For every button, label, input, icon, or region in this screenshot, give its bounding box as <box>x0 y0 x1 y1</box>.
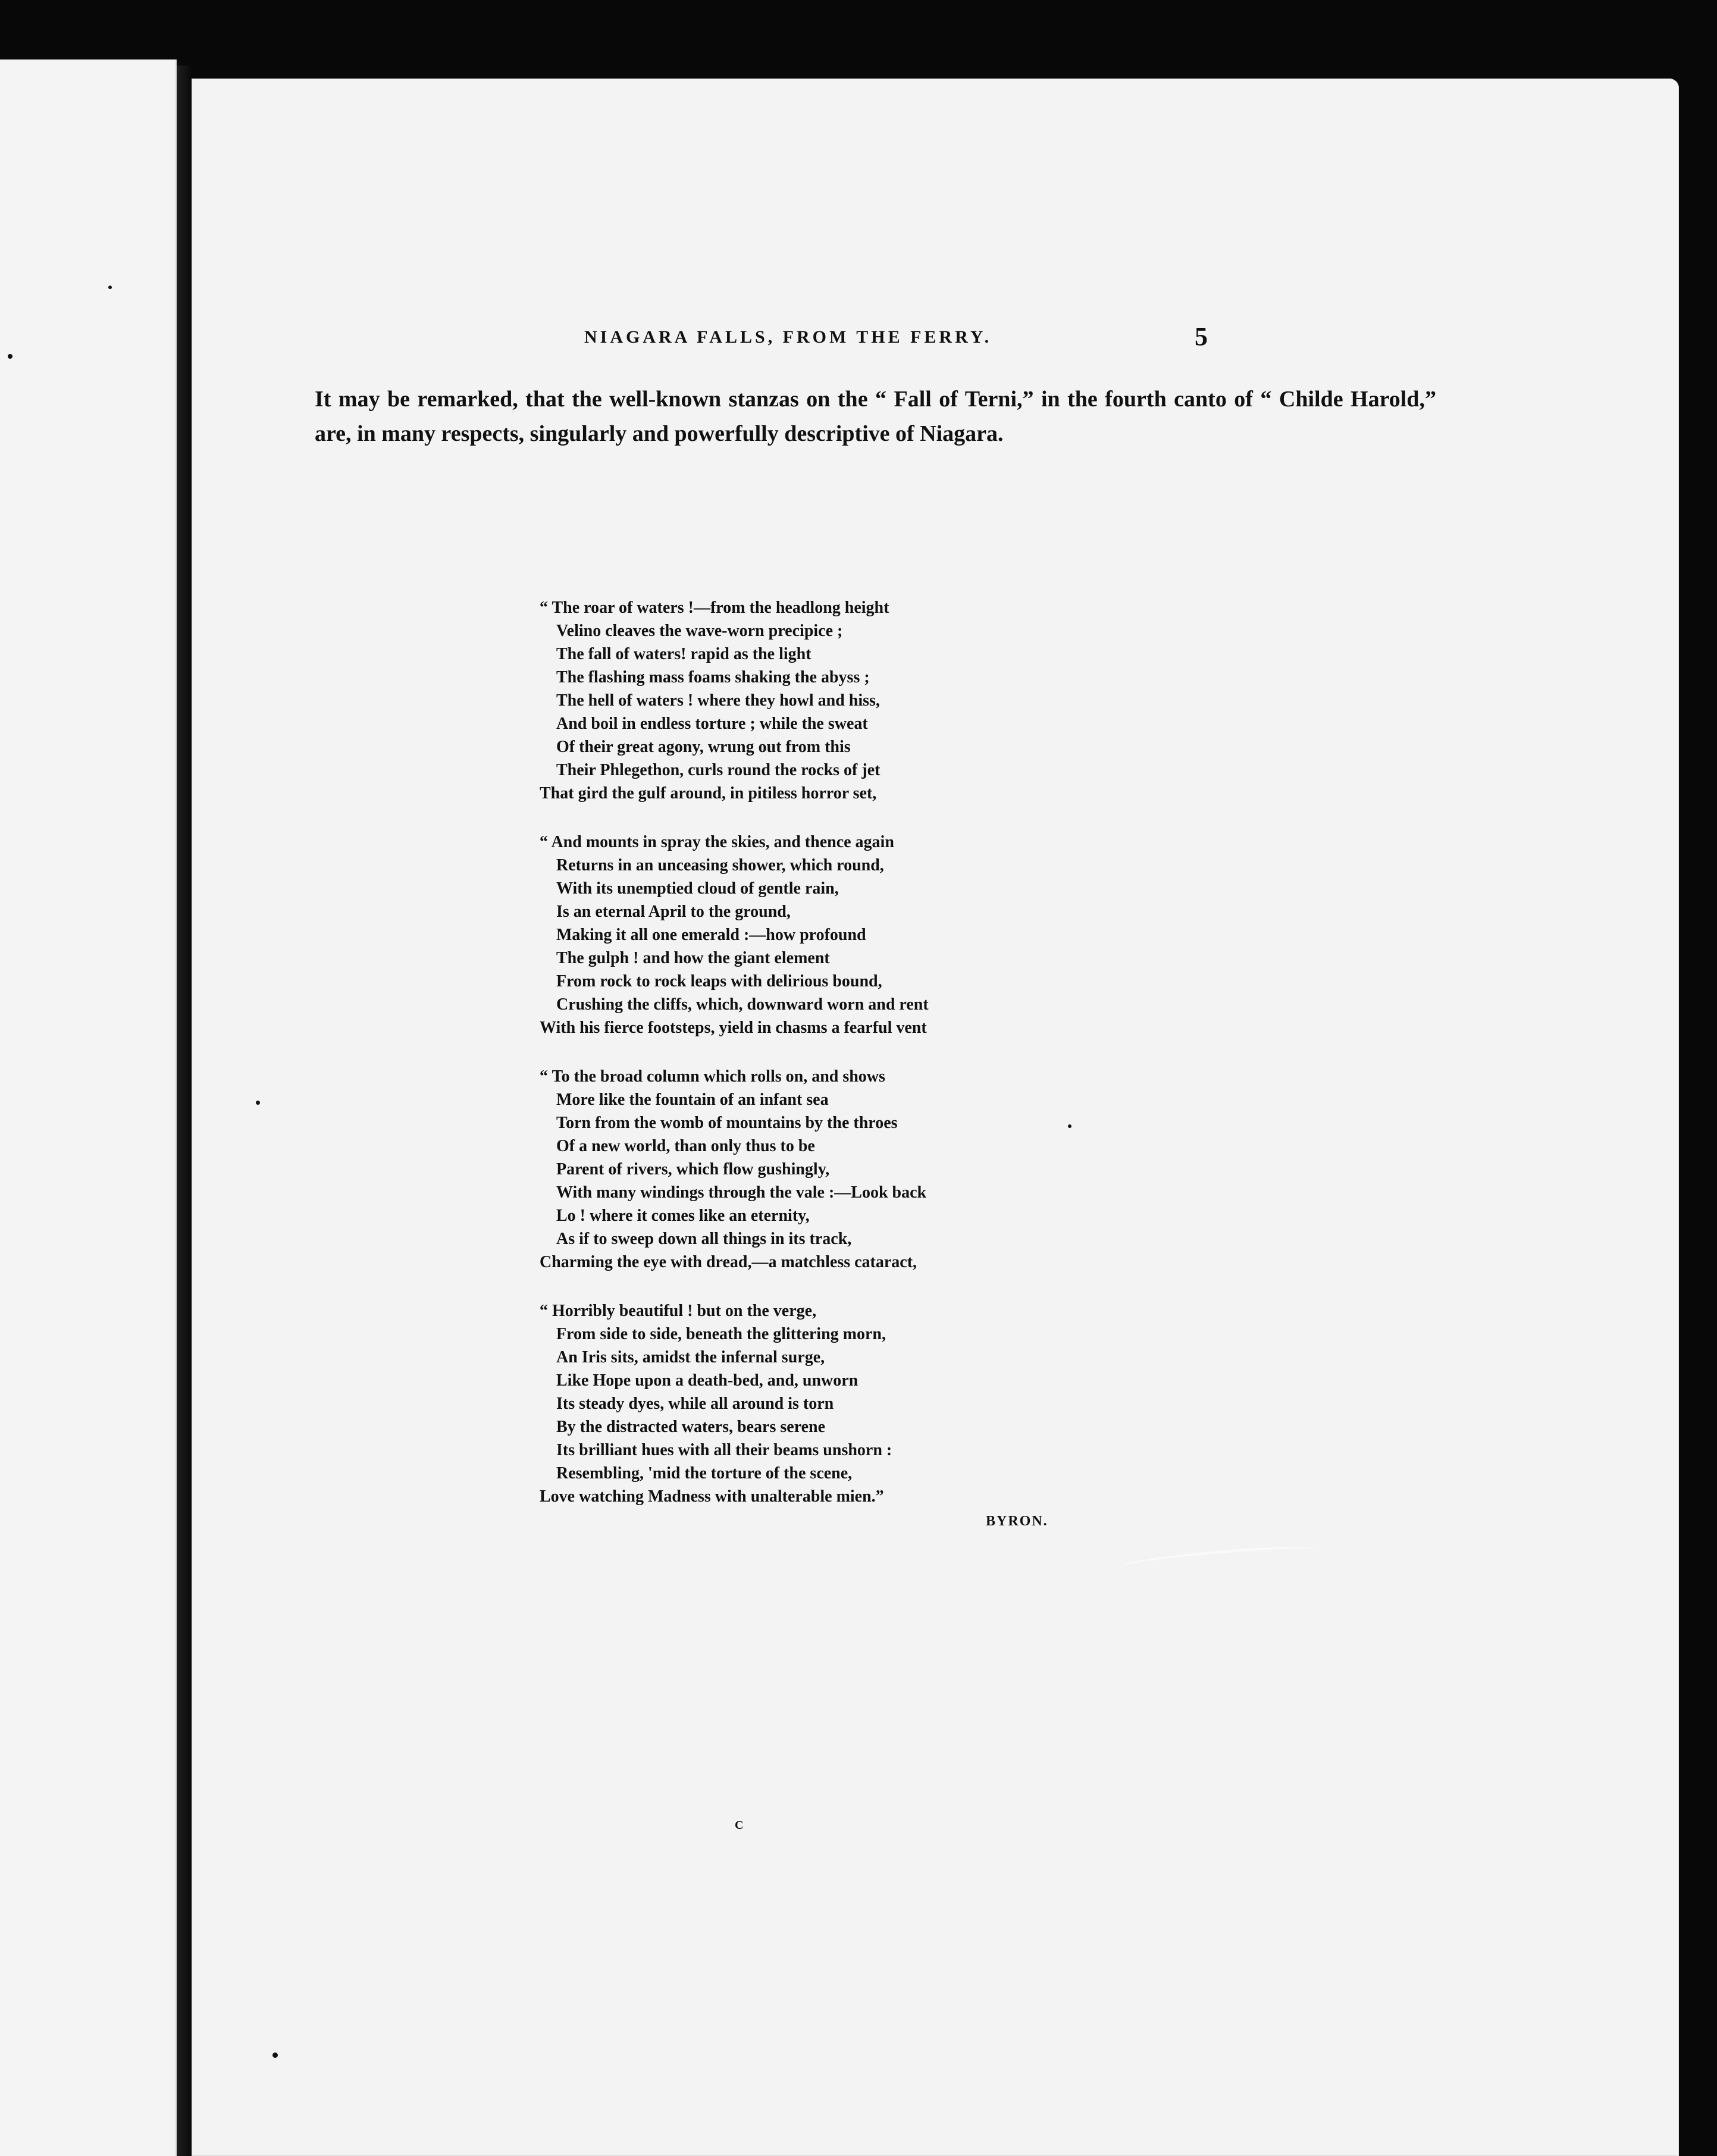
poem-line: Love watching Madness with unalterable mien.” <box>540 1487 884 1506</box>
left-page <box>0 59 177 2156</box>
running-head: NIAGARA FALLS, FROM THE FERRY. <box>584 327 992 347</box>
poem-stanza-3 <box>540 1065 1027 1274</box>
poem-line: “ The roar of waters !—from the headlong height <box>540 598 889 617</box>
document-page <box>192 79 1679 2156</box>
scan-speck <box>8 354 12 359</box>
scan-speck <box>1068 1124 1071 1128</box>
poem-line: With its unemptied cloud of gentle rain, <box>556 879 839 898</box>
poem-line: That gird the gulf around, in pitiless horror set, <box>540 784 877 803</box>
poem-line: “ To the broad column which rolls on, and shows <box>540 1067 885 1086</box>
poem-line: As if to sweep down all things in its track, <box>556 1230 852 1248</box>
poem-line: Lo ! where it comes like an eternity, <box>556 1207 810 1225</box>
poem-line: An Iris sits, amidst the infernal surge, <box>556 1348 825 1367</box>
poem-line: From rock to rock leaps with delirious bound, <box>556 972 882 991</box>
poem-line: The hell of waters ! where they howl and hiss, <box>556 691 880 710</box>
poem-line: Its brilliant hues with all their beams unshorn : <box>556 1441 892 1459</box>
poem-line: With his fierce footsteps, yield in chasms a fearful vent <box>540 1019 927 1037</box>
poem <box>540 596 1027 1534</box>
scan-speck <box>256 1101 260 1105</box>
poem-line: Returns in an unceasing shower, which round, <box>556 856 884 875</box>
poem-line: From side to side, beneath the glittering morn, <box>556 1325 886 1343</box>
intro-paragraph: It may be remarked, that the well-known stanzas on the “ Fall of Terni,” in the fourth canto of “ Childe Harold,” are, in many respects, singularly and powerfully descriptive of Niagara. <box>315 387 1436 446</box>
poem-line: The gulph ! and how the giant element <box>556 949 830 967</box>
poem-line: Making it all one emerald :—how profound <box>556 926 866 944</box>
poem-line: Of their great agony, wrung out from this <box>556 738 851 756</box>
poem-line: “ And mounts in spray the skies, and thence again <box>540 833 894 851</box>
poem-line: The flashing mass foams shaking the abyss ; <box>556 668 870 687</box>
poem-line: Torn from the womb of mountains by the throes <box>556 1114 898 1132</box>
poem-author: BYRON. <box>986 1513 1048 1529</box>
poem-line: Resembling, 'mid the torture of the scene, <box>556 1464 853 1483</box>
page-content <box>192 79 1679 2156</box>
poem-line: And boil in endless torture ; while the sweat <box>556 715 868 733</box>
poem-stanza-4 <box>540 1299 1027 1508</box>
poem-line: Parent of rivers, which flow gushingly, <box>556 1160 830 1179</box>
poem-line: More like the fountain of an infant sea <box>556 1090 829 1109</box>
poem-line: Its steady dyes, while all around is torn <box>556 1394 834 1413</box>
poem-line: The fall of waters! rapid as the light <box>556 645 811 663</box>
page-gutter <box>177 65 191 2156</box>
poem-stanza-2 <box>540 831 1027 1039</box>
scan-speck <box>108 286 112 289</box>
poem-line: By the distracted waters, bears serene <box>556 1418 826 1436</box>
poem-line: Their Phlegethon, curls round the rocks of jet <box>556 761 881 779</box>
poem-stanza-1 <box>540 596 1027 805</box>
poem-line: Like Hope upon a death-bed, and, unworn <box>556 1371 858 1390</box>
scan-speck <box>272 2052 278 2058</box>
poem-line: Of a new world, than only thus to be <box>556 1137 815 1155</box>
page-number: 5 <box>1195 322 1208 351</box>
paper-crease <box>1120 1543 1317 1574</box>
poem-line: Velino cleaves the wave-worn precipice ; <box>556 622 843 640</box>
poem-line: “ Horribly beautiful ! but on the verge, <box>540 1302 817 1320</box>
poem-line: With many windings through the vale :—Look back <box>556 1183 927 1202</box>
poem-line: Crushing the cliffs, which, downward worn and rent <box>556 995 929 1014</box>
poem-line: Is an eternal April to the ground, <box>556 902 791 921</box>
poem-line: Charming the eye with dread,—a matchless cataract, <box>540 1253 917 1271</box>
footer-mark: C <box>735 1819 744 1832</box>
